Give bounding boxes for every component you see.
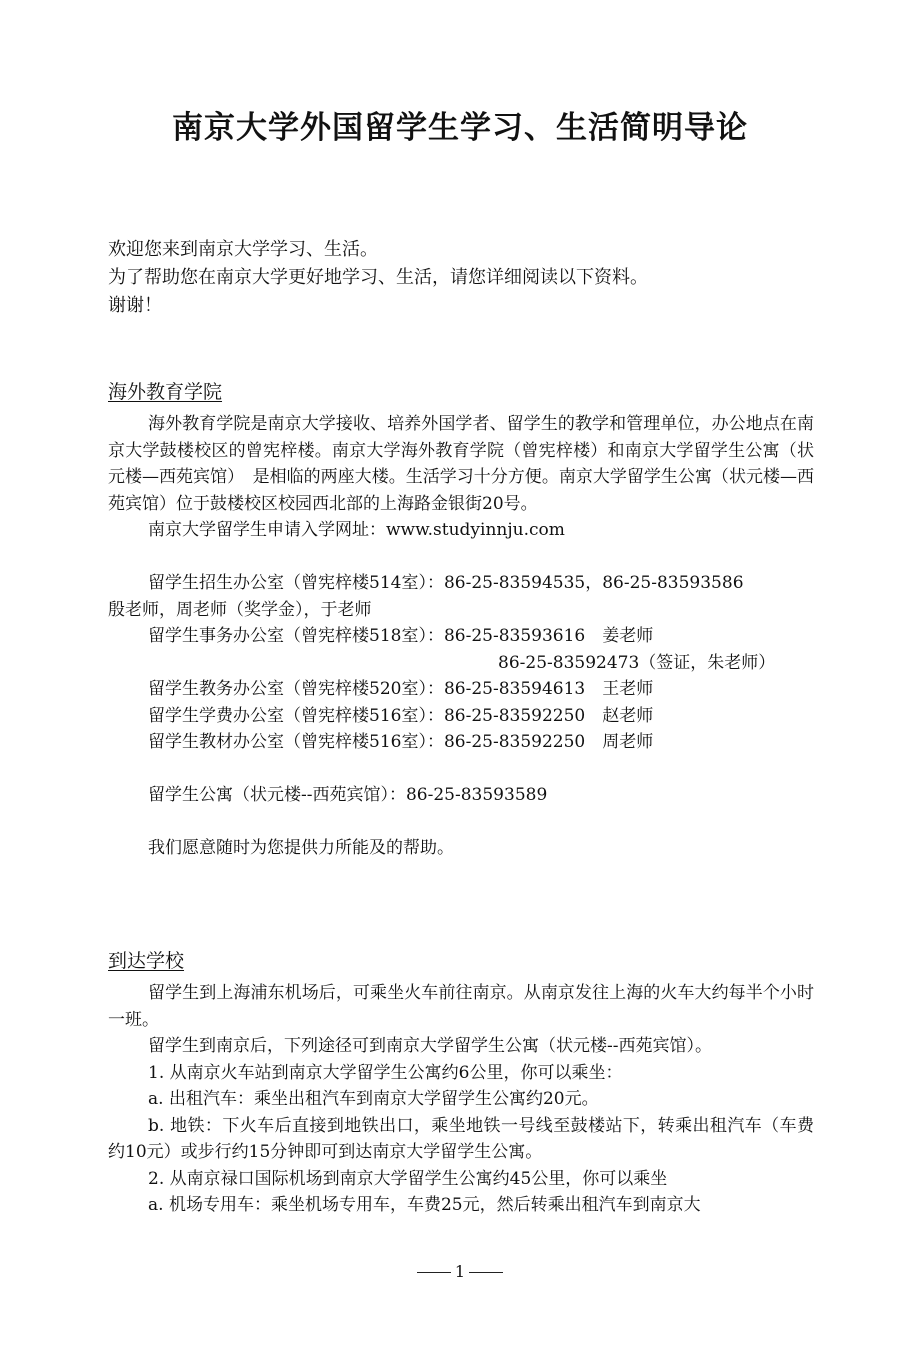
section-paragraph: 留学生到南京后，下列途径可到南京大学留学生公寓（状元楼--西苑宾馆）。 xyxy=(148,1036,712,1056)
footer-rule xyxy=(469,1272,503,1273)
fees-office-line: 留学生学费办公室（曾宪梓楼516室）：86-25-83592250 赵老师 xyxy=(148,705,654,726)
list-item: a. 机场专用车：乘坐机场专用车，车费25元，然后转乘出租汽车到南京大 xyxy=(148,1195,701,1215)
section-heading-arrival: 到达学校 xyxy=(108,950,185,972)
section-heading-overseas-education: 海外教育学院 xyxy=(108,381,223,403)
section-arrival-body xyxy=(108,980,814,1219)
list-item: b. 地铁：下火车后直接到地铁出口，乘坐地铁一号线至鼓楼站下，转乘出租汽车（车费约10元）或步行约15分钟即可到达南京大学留学生公寓。 xyxy=(108,1115,814,1162)
intro-line: 为了帮助您在南京大学更好地学习、生活，请您详细阅读以下资料。 xyxy=(108,267,648,288)
intro-line: 欢迎您来到南京大学学习、生活。 xyxy=(108,239,378,260)
list-item: 2. 从南京禄口国际机场到南京大学留学生公寓约45公里，你可以乘坐 xyxy=(148,1168,668,1189)
apartment-line: 留学生公寓（状元楼--西苑宾馆）：86-25-83593589 xyxy=(148,785,548,805)
website-line: 南京大学留学生申请入学网址：www.studyinnju.com xyxy=(148,520,565,540)
admissions-office-teachers: 殷老师，周老师（奖学金），于老师 xyxy=(108,599,372,620)
student-affairs-office-line: 留学生事务办公室（曾宪梓楼518室）：86-25-83593616 姜老师 xyxy=(148,626,654,646)
section-overseas-education-body xyxy=(108,411,814,862)
academic-office-line: 留学生教务办公室（曾宪梓楼520室）：86-25-83594613 王老师 xyxy=(148,679,654,699)
closing-line: 我们愿意随时为您提供力所能及的帮助。 xyxy=(148,838,454,858)
list-item: a. 出租汽车：乘坐出租汽车到南京大学留学生公寓约20元。 xyxy=(148,1089,599,1109)
textbooks-office-line: 留学生教材办公室（曾宪梓楼516室）：86-25-83592250 周老师 xyxy=(148,732,654,752)
page-title: 南京大学外国留学生学习、生活简明导论 xyxy=(172,110,748,146)
intro-line: 谢谢！ xyxy=(108,295,162,316)
page-footer xyxy=(0,1262,920,1281)
intro-block xyxy=(108,236,828,320)
list-item: 1. 从南京火车站到南京大学留学生公寓约6公里，你可以乘坐： xyxy=(148,1062,623,1083)
footer-rule xyxy=(417,1272,451,1273)
section-paragraph: 留学生到上海浦东机场后，可乘坐火车前往南京。从南京发往上海的火车大约每半个小时一班。 xyxy=(108,983,814,1030)
page-number: 1 xyxy=(454,1262,466,1281)
section-paragraph: 海外教育学院是南京大学接收、培养外国学者、留学生的教学和管理单位，办公地点在南京大学鼓楼校区的曾宪梓楼。南京大学海外教育学院（曾宪梓楼）和南京大学留学生公寓（状元楼—西苑宾馆） 是相临的两座大楼。生活学习十分方便。南京大学留学生公寓（状元楼—西苑宾馆）位于鼓楼校区校园西北部的上海路金银街20号。 xyxy=(108,414,814,514)
student-affairs-office-phone2: 86-25-83592473（签证，朱老师） xyxy=(498,652,776,673)
admissions-office-line: 留学生招生办公室（曾宪梓楼514室）：86-25-83594535，86-25-83593586 xyxy=(148,573,744,593)
